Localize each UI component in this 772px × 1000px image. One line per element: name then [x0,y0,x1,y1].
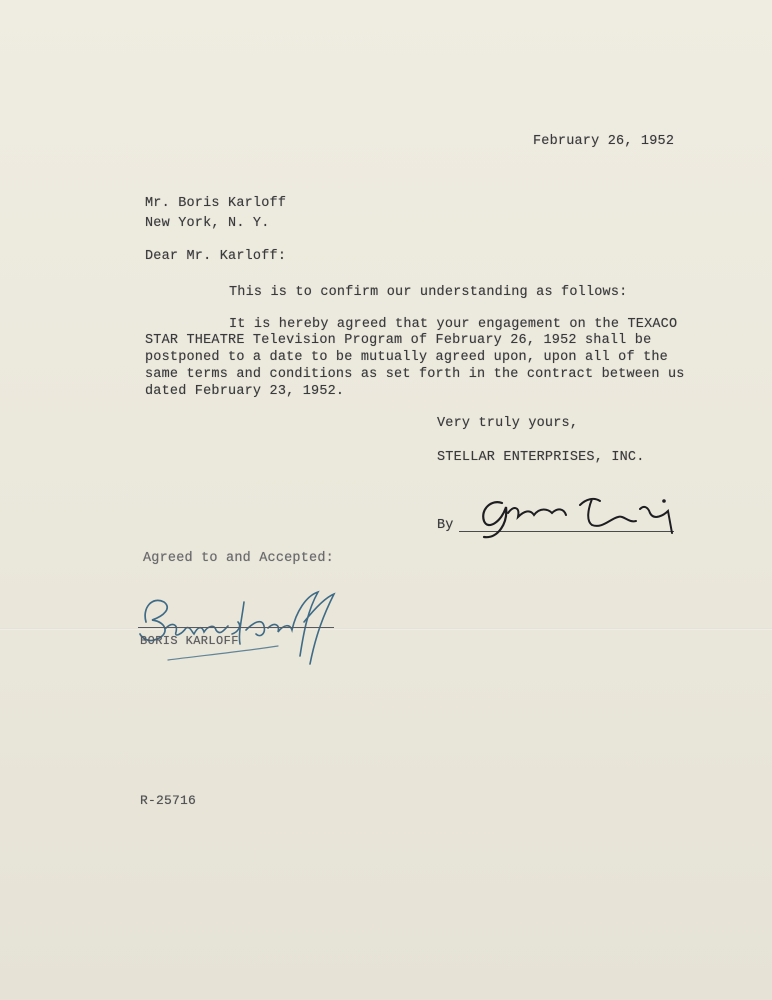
body-line: It is hereby agreed that your engagement on the TEXACO [229,317,678,332]
body-line-last: dated February 23, 1952. [145,384,345,399]
closing: Very truly yours, [437,416,579,431]
company-name: STELLAR ENTERPRISES, INC. [437,450,645,465]
accepted-label: Agreed to and Accepted: [143,551,334,566]
recipient-name: Mr. Boris Karloff [145,196,287,211]
company-signature [468,475,688,545]
intro-line: This is to confirm our understanding as follows: [229,285,628,300]
recipient-city: New York, N. Y. [145,216,270,231]
reference-number: R-25716 [140,793,197,808]
body-line: STAR THEATRE Television Program of February 26, 1952 shall be [145,333,652,348]
letter-date: February 26, 1952 [533,134,675,149]
body-line: postponed to a date to be mutually agreed upon, upon all of the [145,350,668,365]
by-label: By [437,518,454,533]
salutation: Dear Mr. Karloff: [145,249,287,264]
acceptance-signature-line [138,627,334,628]
body-line: same terms and conditions as set forth in the contract between us [145,367,685,382]
paper-fold-line [0,628,772,630]
signer-name: BORIS KARLOFF [140,634,239,648]
